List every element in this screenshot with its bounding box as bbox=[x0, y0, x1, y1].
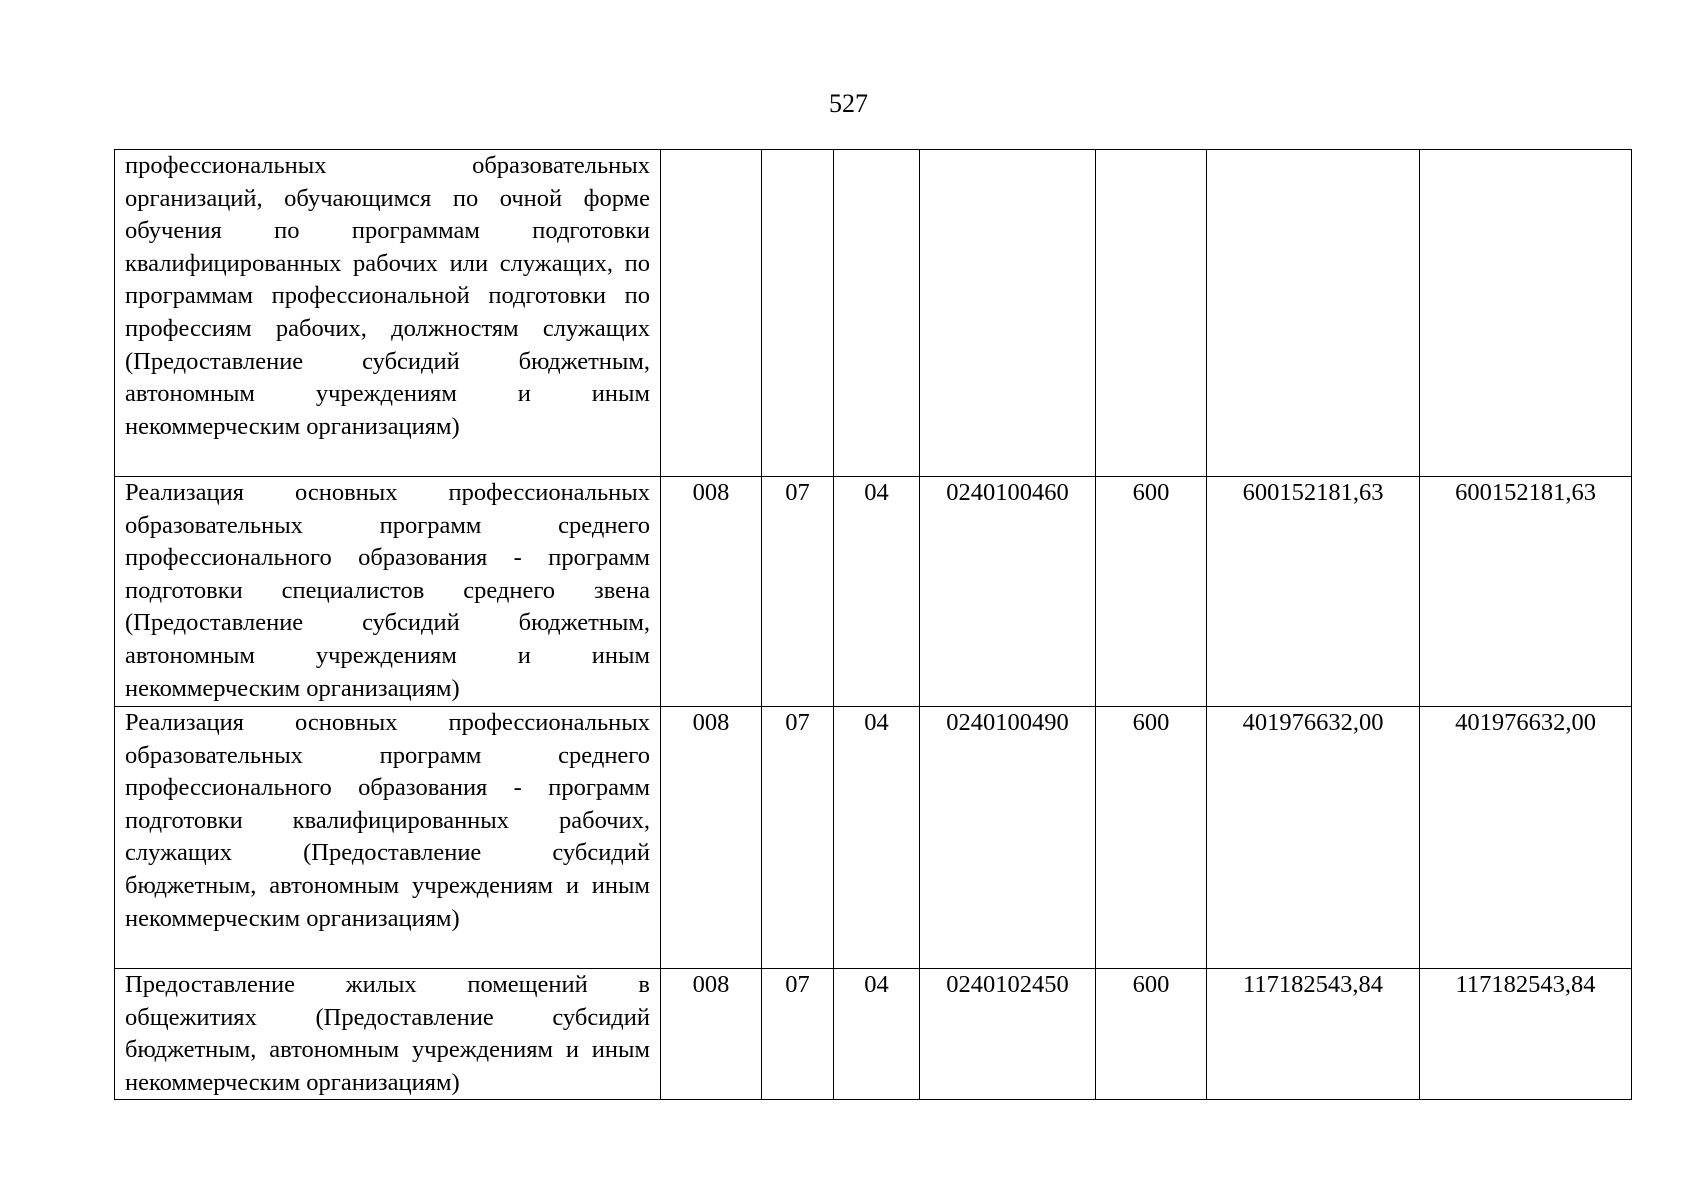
target-article-code: 0240100460 bbox=[920, 477, 1096, 707]
ministry-code bbox=[661, 150, 762, 477]
table-row bbox=[115, 150, 1632, 477]
subsection-code: 04 bbox=[834, 969, 920, 1100]
section-code: 07 bbox=[762, 707, 834, 969]
amount-second: 117182543,84 bbox=[1420, 969, 1632, 1100]
row-description: Предоставление жилых помещений в общежитиях (Предоставление субсидий бюджетным, автономным учреждениям и иным некоммерческим организациям) bbox=[115, 969, 661, 1100]
subsection-code bbox=[834, 150, 920, 477]
expense-type-code: 600 bbox=[1096, 707, 1207, 969]
section-code bbox=[762, 150, 834, 477]
subsection-code: 04 bbox=[834, 477, 920, 707]
table-row bbox=[115, 477, 1632, 707]
table-row bbox=[115, 969, 1632, 1100]
amount-first: 600152181,63 bbox=[1207, 477, 1420, 707]
expense-type-code: 600 bbox=[1096, 969, 1207, 1100]
row-description: профессиональных образовательных организаций, обучающимся по очной форме обучения по программам подготовки квалифицированных рабочих или служащих, по программам профессиональной подготовки по профессиям рабочих, должностям служащих (Предоставление субсидий бюджетным, автономным учреждениям и иным некоммерческим организациям) bbox=[115, 150, 661, 477]
table-row bbox=[115, 707, 1632, 969]
row-description: Реализация основных профессиональных образовательных программ среднего профессионального образования - программ подготовки квалифицированных рабочих, служащих (Предоставление субсидий бюджетным, автономным учреждениям и иным некоммерческим организациям) bbox=[115, 707, 661, 969]
amount-first: 401976632,00 bbox=[1207, 707, 1420, 969]
ministry-code: 008 bbox=[661, 969, 762, 1100]
ministry-code: 008 bbox=[661, 477, 762, 707]
page-number: 527 bbox=[829, 89, 868, 118]
budget-table bbox=[114, 149, 1632, 1100]
expense-type-code bbox=[1096, 150, 1207, 477]
target-article-code: 0240100490 bbox=[920, 707, 1096, 969]
section-code: 07 bbox=[762, 477, 834, 707]
target-article-code: 0240102450 bbox=[920, 969, 1096, 1100]
amount-second bbox=[1420, 150, 1632, 477]
amount-first bbox=[1207, 150, 1420, 477]
target-article-code bbox=[920, 150, 1096, 477]
amount-second: 600152181,63 bbox=[1420, 477, 1632, 707]
expense-type-code: 600 bbox=[1096, 477, 1207, 707]
row-description: Реализация основных профессиональных образовательных программ среднего профессионального образования - программ подготовки специалистов среднего звена (Предоставление субсидий бюджетным, автономным учреждениям и иным некоммерческим организациям) bbox=[115, 477, 661, 707]
section-code: 07 bbox=[762, 969, 834, 1100]
subsection-code: 04 bbox=[834, 707, 920, 969]
amount-first: 117182543,84 bbox=[1207, 969, 1420, 1100]
amount-second: 401976632,00 bbox=[1420, 707, 1632, 969]
ministry-code: 008 bbox=[661, 707, 762, 969]
